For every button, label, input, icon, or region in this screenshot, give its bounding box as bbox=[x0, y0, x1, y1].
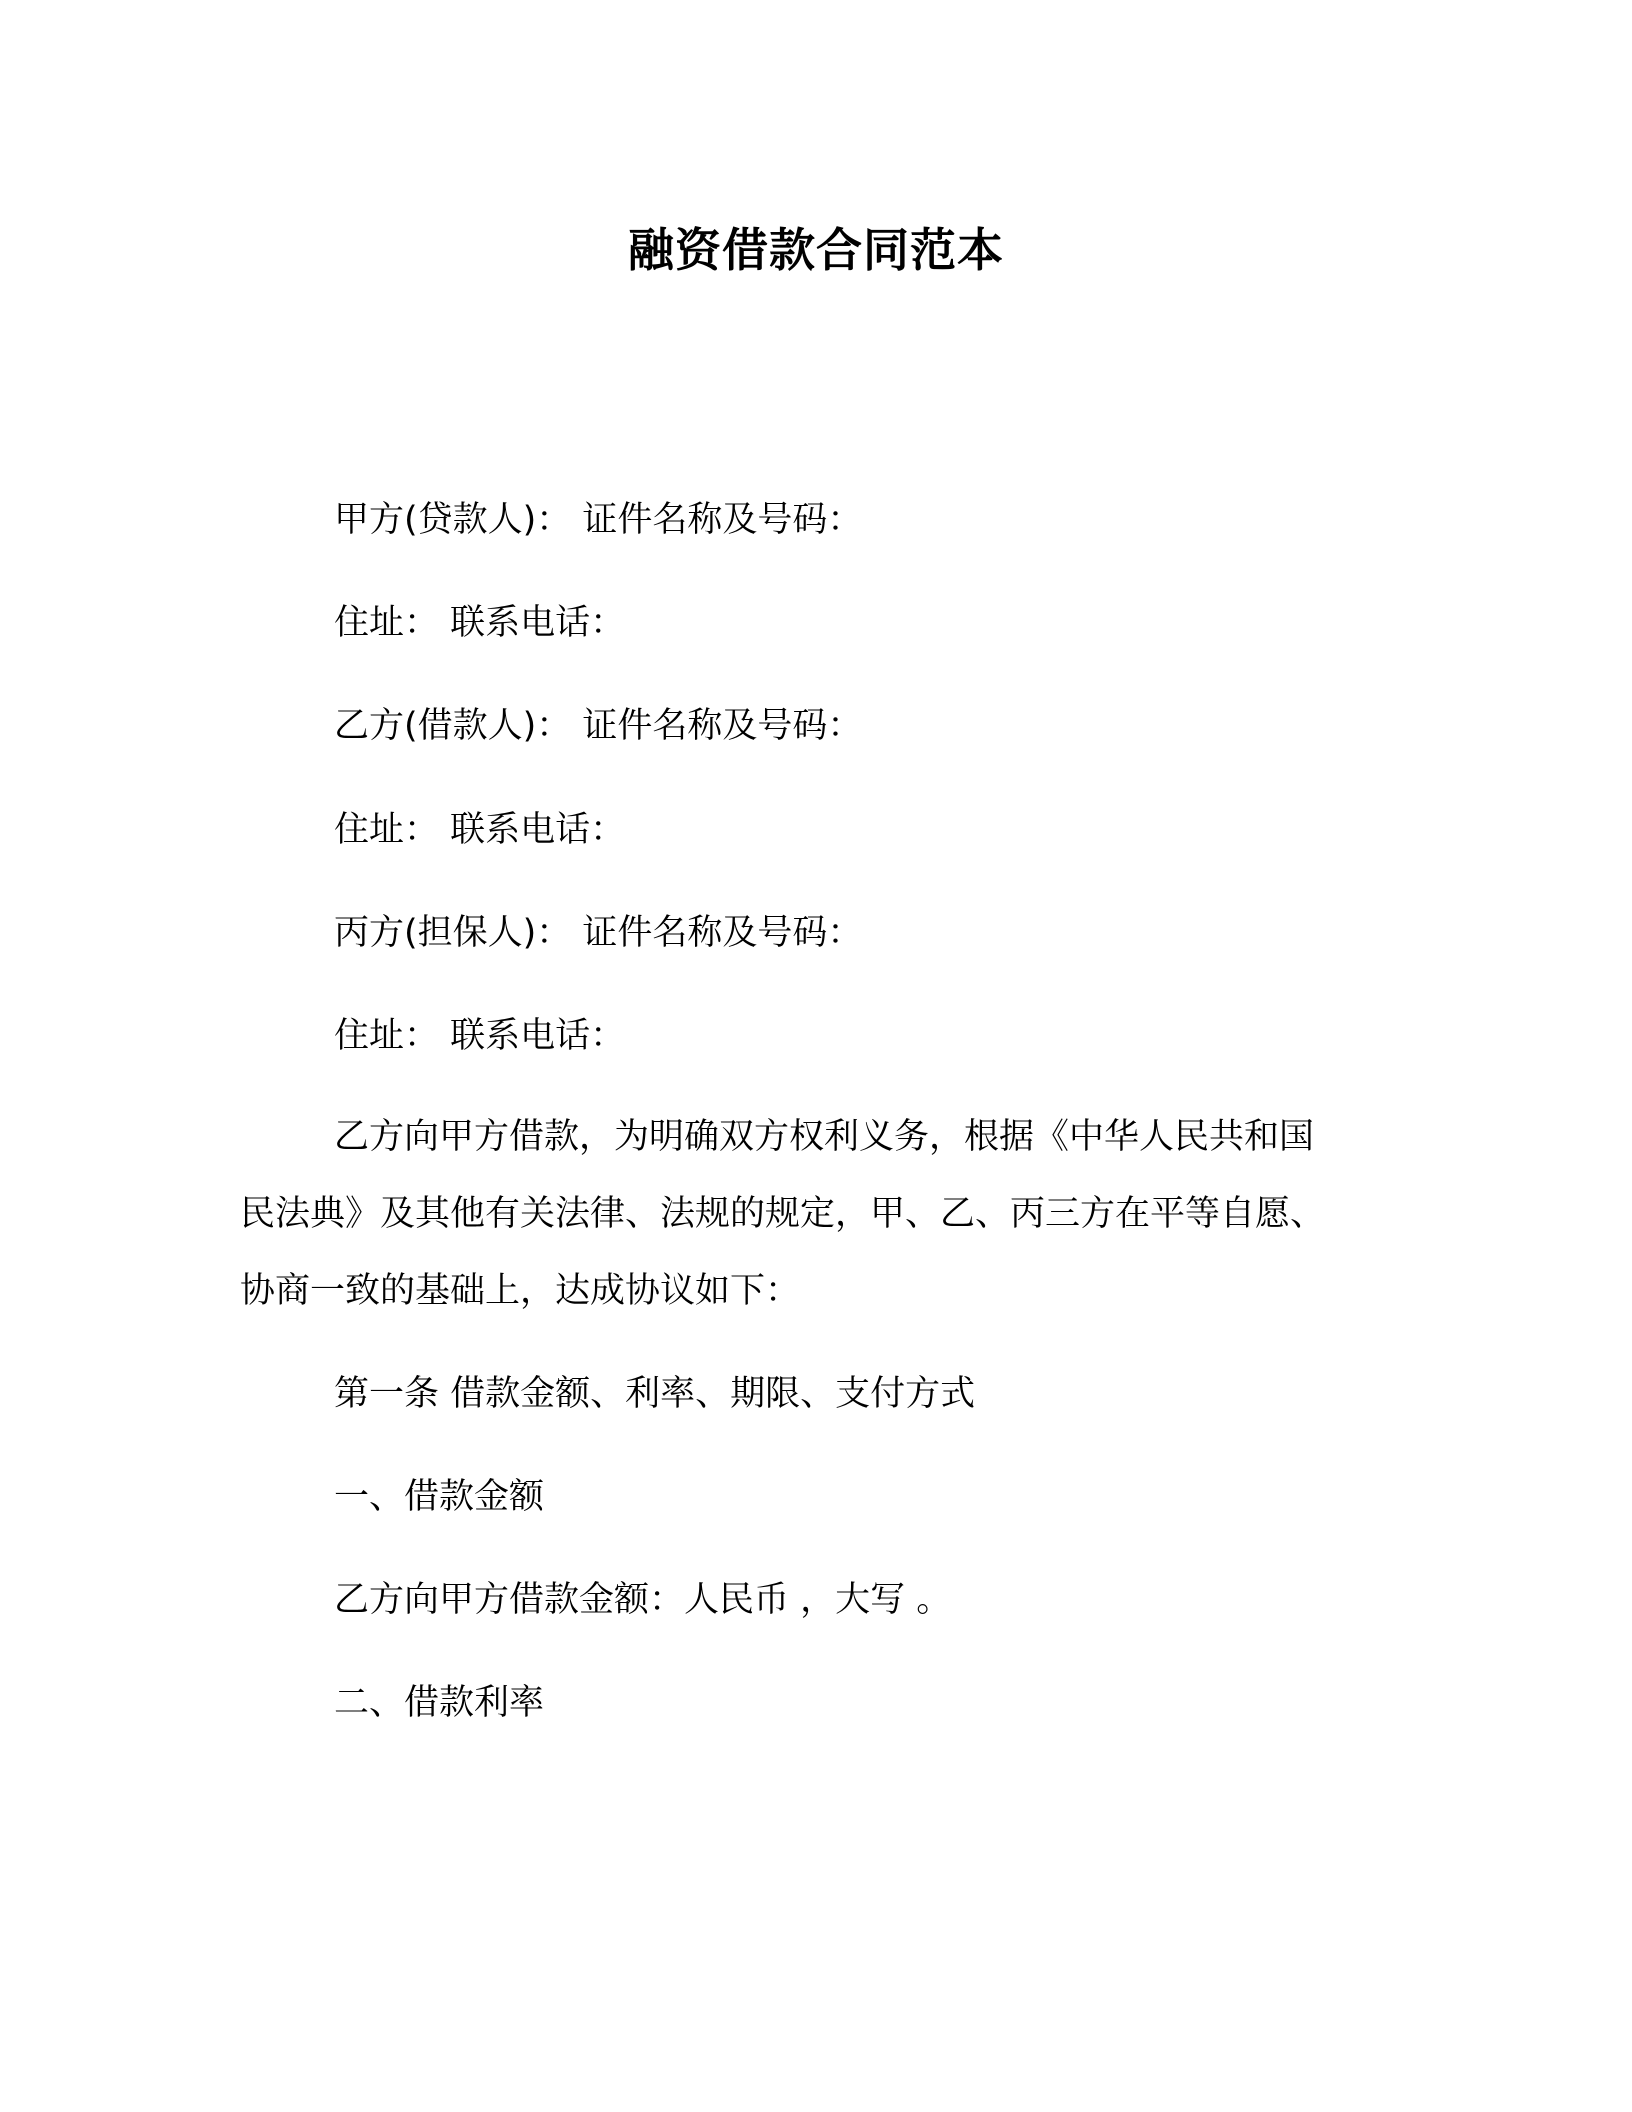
preamble-line-1: 乙方向甲方借款，为明确双方权利义务，根据《中华人民共和国 bbox=[334, 1117, 1315, 1157]
party-b-address-line: 住址： 联系电话： bbox=[334, 810, 626, 850]
party-c-line: 丙方(担保人)： 证件名称及号码： bbox=[334, 913, 863, 953]
article-1-heading: 第一条 借款金额、利率、期限、支付方式 bbox=[334, 1374, 976, 1414]
preamble-paragraph bbox=[240, 1099, 1410, 1330]
preamble-line-2: 民法典》及其他有关法律、法规的规定，甲、乙、丙三方在平等自愿、 bbox=[240, 1194, 1326, 1234]
party-c-address-line: 住址： 联系电话： bbox=[334, 1016, 626, 1056]
section-2-heading: 二、借款利率 bbox=[334, 1683, 545, 1723]
party-b-line: 乙方(借款人)： 证件名称及号码： bbox=[334, 706, 863, 746]
party-a-line: 甲方(贷款人)： 证件名称及号码： bbox=[334, 500, 863, 540]
party-a-address-line: 住址： 联系电话： bbox=[334, 603, 626, 643]
preamble-line-3: 协商一致的基础上，达成协议如下： bbox=[240, 1271, 801, 1311]
document-title: 融资借款合同范本 bbox=[628, 223, 1004, 277]
section-1-heading: 一、借款金额 bbox=[334, 1477, 545, 1517]
section-1-text: 乙方向甲方借款金额：人民币 ，大写 。 bbox=[334, 1580, 952, 1620]
